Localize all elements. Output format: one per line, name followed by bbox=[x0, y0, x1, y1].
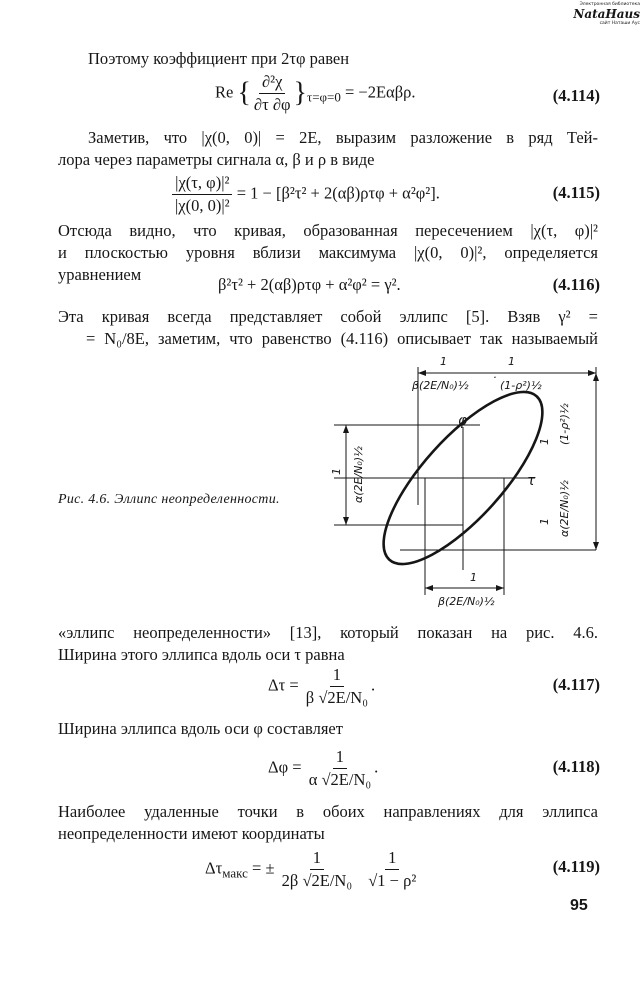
bottom-arrow-left bbox=[425, 585, 433, 591]
logo-brand: NataHaus bbox=[573, 7, 640, 21]
equation-4-114: Re { $\frac{\text{∂²χ}}{\partial\tau \partial\varphi}$ }$_{\tau=\varphi=0} = -2E\alpha\beta\rho$. bbox=[215, 72, 416, 114]
para3-line3: уравнением bbox=[58, 265, 142, 284]
eq114-re: Re bbox=[215, 82, 234, 102]
equation-4-116: β²τ² + 2(αβ)ρτφ + α²φ² = γ². bbox=[218, 275, 401, 294]
eq118-frac bbox=[306, 747, 374, 790]
eq118-tail: . bbox=[374, 757, 379, 777]
eq-number-4-114: (4.114) bbox=[552, 86, 600, 105]
para7-line2: неопределенности имеют координаты bbox=[58, 824, 325, 843]
eq119-frac1 bbox=[279, 848, 355, 891]
eq114-rhs: = −2Eαβρ. bbox=[344, 82, 416, 102]
top-label-a-num: 1 bbox=[440, 355, 447, 368]
para3-line1: Отсюда видно, что кривая, образованная пересечением |χ(τ, φ)|² bbox=[58, 221, 598, 240]
para3-line2: и плоскостью уровня вблизи максимума |χ(0, 0)|², определяется bbox=[58, 243, 598, 262]
eq-number-4-118: (4.118) bbox=[552, 757, 600, 776]
para6-line: Ширина эллипса вдоль оси φ составляет bbox=[58, 719, 343, 738]
para2-line2: лора через параметры сигнала α, β и ρ в виде bbox=[58, 150, 375, 169]
eq115-rhs: = 1 − [β²τ² + 2(αβ)ρτφ + α²φ²]. bbox=[236, 183, 440, 203]
para2-line1: Заметив, что |χ(0, 0)| = 2E, выразим разложение в ряд Тей- bbox=[88, 128, 598, 147]
tau-axis-label: τ bbox=[527, 473, 536, 489]
eq115-num: |χ(τ, φ)|² bbox=[172, 173, 232, 195]
top-label-dot: · bbox=[493, 371, 497, 384]
bottom-arrow-right bbox=[496, 585, 504, 591]
eq118-num: 1 bbox=[333, 747, 347, 769]
eq114-den: ∂τ ∂φ bbox=[253, 95, 291, 114]
para5-line1: «эллипс неопределенности» [13], который показан на рис. 4.6. bbox=[58, 623, 598, 642]
phi-axis-label: φ bbox=[458, 413, 468, 429]
eq-number-4-117: (4.117) bbox=[552, 675, 600, 694]
eq-number-4-119: (4.119) bbox=[552, 857, 600, 876]
eq117-den: β √2E/N₀ bbox=[305, 688, 368, 707]
eq119-lhs: Δτ bbox=[205, 858, 223, 878]
eq118-den: α √2E/N₀ bbox=[308, 770, 372, 789]
eq114-frac bbox=[251, 72, 294, 115]
equation-4-119 bbox=[205, 848, 419, 891]
para4-line2: = N₀/8E, заметим, что равенство (4.116) описывает так называемый bbox=[86, 329, 598, 348]
top-label-b-den: (1-ρ²)½ bbox=[500, 379, 542, 392]
top-label-b-num: 1 bbox=[508, 355, 515, 368]
eq119-frac2 bbox=[365, 848, 419, 891]
eq119-lhs-sub: макс bbox=[222, 865, 248, 881]
logo-tag-top: Электронная библиотека bbox=[579, 2, 640, 7]
uncertainty-ellipse-figure bbox=[320, 345, 620, 620]
para4-line1: Эта кривая всегда представляет собой эллипс [5]. Взяв γ² = bbox=[58, 307, 598, 326]
eq119-den2: √1 − ρ² bbox=[368, 871, 417, 890]
para5-line2: Ширина этого эллипса вдоль оси τ равна bbox=[58, 645, 345, 664]
top-arrow-right bbox=[588, 370, 596, 376]
right-label-b-den: α(2E/N₀)½ bbox=[558, 480, 571, 537]
left-label-den: α(2E/N₀)½ bbox=[352, 446, 365, 503]
bottom-label-den: β(2E/N₀)½ bbox=[438, 595, 495, 608]
eq117-num: 1 bbox=[330, 665, 344, 687]
figure-caption: Рис. 4.6. Эллипс неопределенности. bbox=[58, 492, 280, 507]
logo-tag-bottom: сайт Наташи Аус bbox=[599, 21, 640, 26]
equation-4-115 bbox=[172, 173, 440, 216]
eq117-tail: . bbox=[370, 675, 376, 695]
left-arrow-top bbox=[343, 425, 349, 433]
right-label-b-num: 1 bbox=[538, 518, 551, 525]
top-label-a-den: β(2E/N₀)½ bbox=[412, 379, 469, 392]
equation-4-118 bbox=[268, 747, 378, 790]
left-label-num: 1 bbox=[330, 468, 343, 475]
left-arrow-bottom bbox=[343, 517, 349, 525]
eq119-num1: 1 bbox=[310, 848, 324, 870]
eq-number-4-116: (4.116) bbox=[552, 275, 600, 294]
eq114-sub: τ=φ=0 bbox=[306, 89, 341, 105]
intro-line: Поэтому коэффициент при 2τφ равен bbox=[88, 49, 350, 68]
eq118-lhs: Δφ = bbox=[268, 757, 302, 777]
page-number: 95 bbox=[570, 897, 588, 914]
eq115-frac bbox=[172, 173, 233, 216]
equation-4-117 bbox=[268, 665, 375, 708]
eq119-den1: 2β √2E/N₀ bbox=[281, 871, 353, 890]
site-logo bbox=[573, 2, 640, 26]
eq117-frac bbox=[303, 665, 371, 708]
eq117-lhs: Δτ = bbox=[268, 675, 299, 695]
right-arrow-bottom bbox=[593, 542, 599, 550]
eq115-den: |χ(0, 0)|² bbox=[175, 196, 230, 215]
bottom-label-num: 1 bbox=[470, 571, 477, 584]
right-label-a-den: (1-ρ²)½ bbox=[558, 403, 571, 445]
eq-number-4-115: (4.115) bbox=[552, 183, 600, 202]
eq114-num: ∂²χ bbox=[259, 72, 285, 94]
eq119-eq: = ± bbox=[252, 858, 275, 878]
right-arrow-top bbox=[593, 373, 599, 381]
right-label-a-num: 1 bbox=[538, 438, 551, 445]
para7-line1: Наиболее удаленные точки в обоих направлениях для эллипса bbox=[58, 802, 598, 821]
eq119-num2: 1 bbox=[385, 848, 399, 870]
top-arrow-left bbox=[418, 370, 426, 376]
